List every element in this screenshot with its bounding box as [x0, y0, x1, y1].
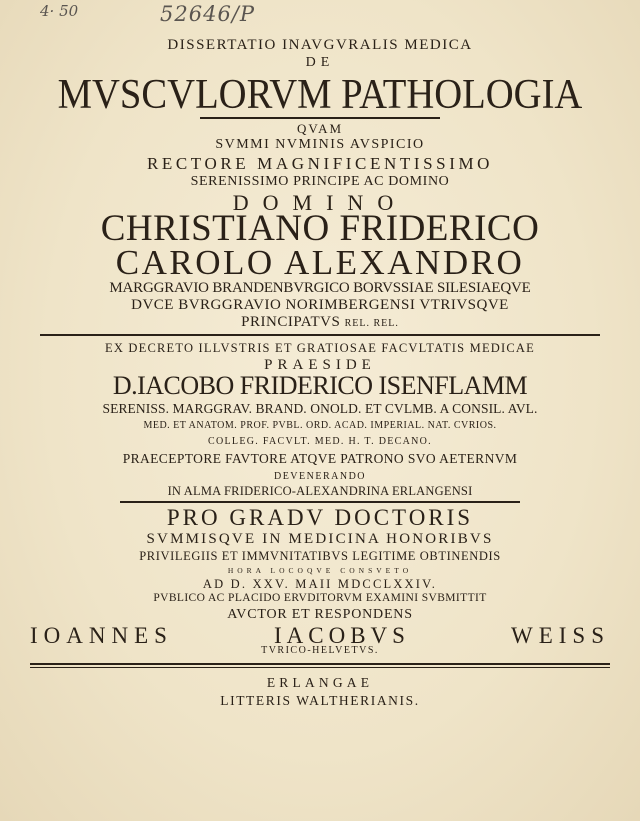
litteris-line: LITTERIS WALTHERIANIS.: [220, 693, 420, 708]
hora-line: HORA LOCOQVE CONSVETO: [227, 566, 413, 575]
carolo-line: CAROLO ALEXANDRO: [115, 243, 525, 282]
turico-line: TVRICO-HELVETVS.: [261, 645, 379, 656]
divider-3: [30, 663, 610, 665]
pro-gradu-line: PRO GRADV DOCTORIS: [166, 505, 474, 530]
author-middle-name: IACOBVS: [273, 623, 410, 648]
dvce-line: DVCE BVRGGRAVIO NORIMBERGENSI VTRIVSQVE: [131, 297, 509, 313]
author-first-name: IOANNES: [30, 623, 173, 648]
manuscript-shelfmark-right: 52646/P: [160, 2, 256, 26]
quam-line: QVAM: [296, 121, 344, 136]
manuscript-shelfmark-left: 4· 50: [40, 2, 79, 20]
devenerando-line: DEVENERANDO: [273, 471, 367, 482]
in-alma-line: IN ALMA FRIDERICO-ALEXANDRINA ERLANGENSI: [167, 484, 473, 498]
summi-line: SVMMI NVMINIS AVSPICIO: [215, 137, 425, 152]
praeceptore-line: PRAECEPTORE FAVTORE ATQVE PATRONO SVO AETERNVM: [122, 451, 518, 466]
domino-line: DOMINO: [232, 190, 408, 215]
rel-rel: REL. REL.: [344, 318, 399, 329]
ad-d-line: AD D. XXV. MAII MDCCLXXIV.: [202, 577, 438, 591]
auctor-line: AVCTOR ET RESPONDENS: [227, 607, 413, 622]
main-title: MVSCVLORVM PATHOLOGIA: [57, 72, 583, 118]
marggravio-line: MARGGRAVIO BRANDENBVRGICO BORVSSIAE SILESIAEQVE: [109, 280, 531, 296]
principatus-line: [0, 315, 640, 330]
title-rule: [200, 117, 440, 119]
divider-1: [40, 334, 600, 336]
de-line: DE: [305, 55, 335, 70]
author-last-name: WEISS: [510, 623, 610, 648]
colleg-line: COLLEG. FACVLT. MED. H. T. DECANO.: [208, 436, 432, 447]
erlangae-line: ERLANGAE: [266, 675, 374, 690]
author-name: [30, 624, 610, 647]
iacobo-line: D.IACOBO FRIDERICO ISENFLAMM: [112, 371, 528, 400]
christiano-line: CHRISTIANO FRIDERICO: [100, 208, 540, 249]
summisque-line: SVMMISQVE IN MEDICINA HONORIBVS: [146, 531, 494, 547]
divider-2: [120, 501, 520, 503]
dissertation-heading: DISSERTATIO INAVGVRALIS MEDICA: [167, 37, 473, 53]
divider-3b: [30, 667, 610, 668]
publico-line: PVBLICO AC PLACIDO ERVDITORVM EXAMINI SVBMITTIT: [153, 592, 487, 604]
serenissimo-line: SERENISSIMO PRINCIPE AC DOMINO: [190, 174, 450, 189]
med-anatom-line: MED. ET ANATOM. PROF. PVBL. ORD. ACAD. IMPERIAL. NAT. CVRIOS.: [143, 420, 497, 431]
rectore-line: RECTORE MAGNIFICENTISSIMO: [146, 154, 494, 173]
praeside-line: PRAESIDE: [264, 357, 376, 373]
principatus-word: PRINCIPATVS: [241, 314, 341, 330]
sereniss-line: SERENISS. MARGGRAV. BRAND. ONOLD. ET CVLMB. A CONSIL. AVL.: [102, 401, 538, 416]
privilegiis-line: PRIVILEGIIS ET IMMVNITATIBVS LEGITIME OBTINENDIS: [139, 549, 501, 563]
ex-decreto-line: EX DECRETO ILLVSTRIS ET GRATIOSAE FACVLTATIS MEDICAE: [105, 341, 535, 355]
